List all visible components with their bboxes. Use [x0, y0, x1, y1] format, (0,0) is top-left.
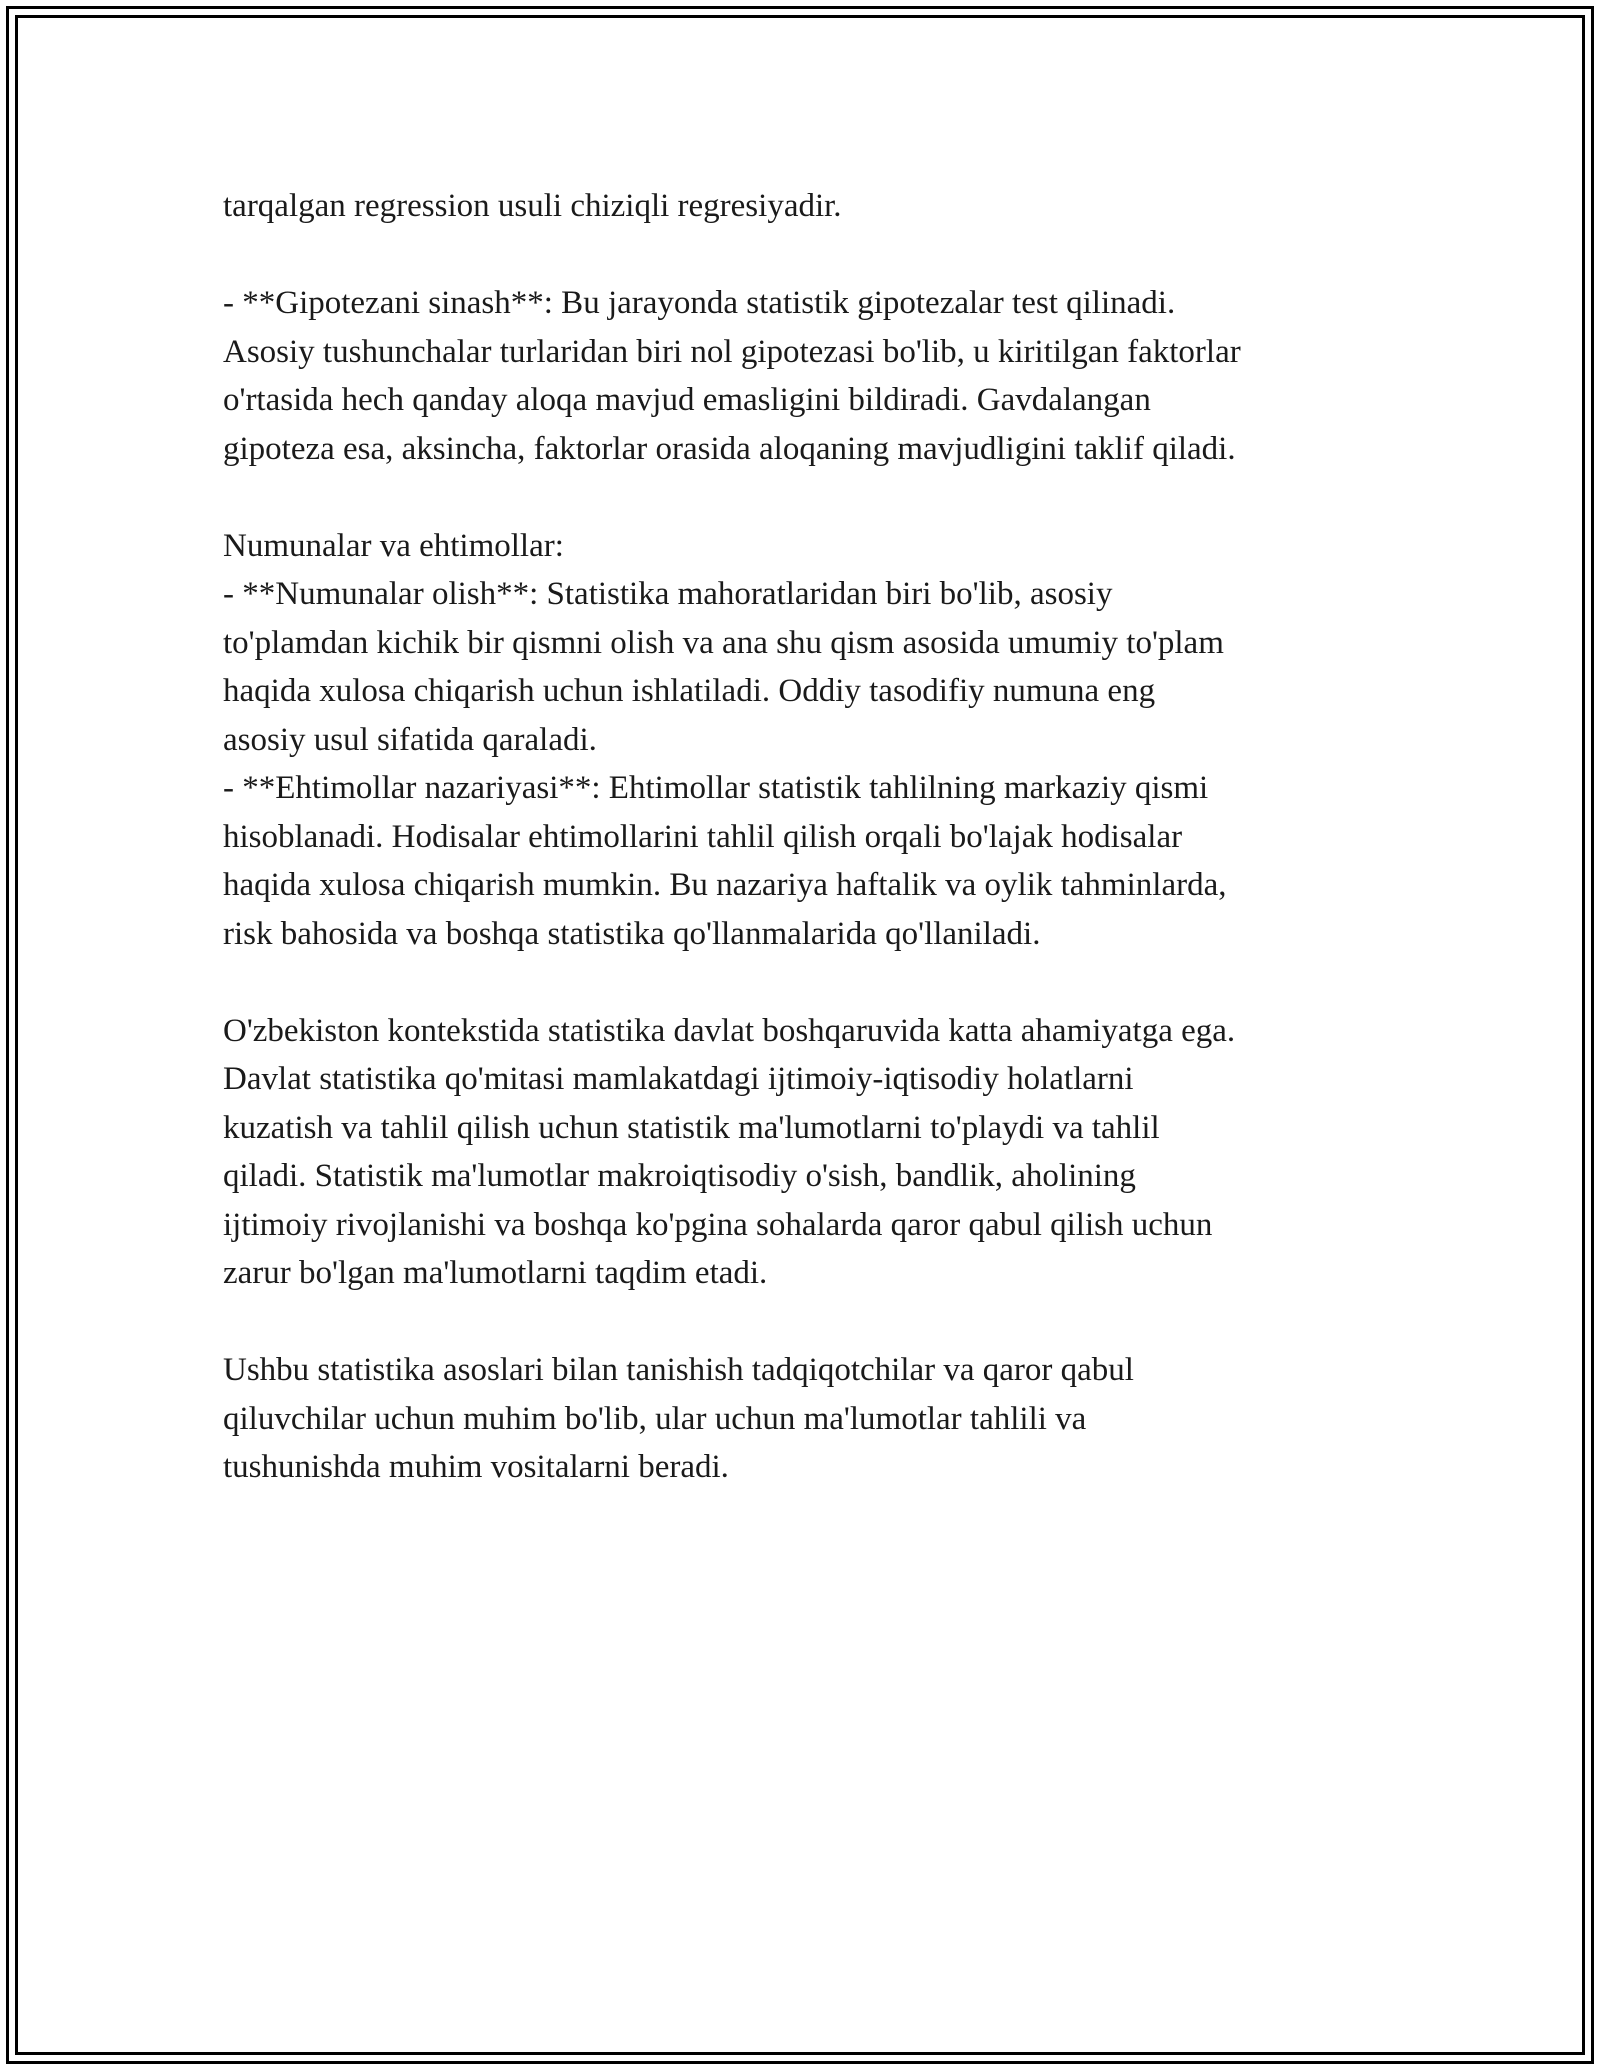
text-line: qiladi. Statistik ma'lumotlar makroiqtisodiy o'sish, bandlik, aholining	[223, 1158, 1136, 1194]
text-line: risk bahosida va boshqa statistika qo'llanmalarida qo'llaniladi.	[223, 915, 1041, 952]
text-line: O'zbekiston kontekstida statistika davlat boshqaruvida katta ahamiyatga ega.	[223, 1012, 1236, 1049]
blank-line	[223, 231, 1383, 280]
text-line: - **Ehtimollar nazariyasi**: Ehtimollar statistik tahlilning markaziy qismi	[223, 770, 1209, 806]
text-line: Davlat statistika qo'mitasi mamlakatdagi ijtimoiy-iqtisodiy holatlarni	[223, 1061, 1134, 1097]
section-heading: Numunalar va ehtimollar:	[223, 527, 564, 564]
text-line: haqida xulosa chiqarish mumkin. Bu nazariya haftalik va oylik tahminlarda,	[223, 867, 1227, 903]
text-line: tushunishda muhim vositalarni beradi.	[223, 1449, 729, 1485]
text-line: qiluvchilar uchun muhim bo'lib, ular uchun ma'lumotlar tahlili va	[223, 1400, 1087, 1437]
text-line: - **Gipotezani sinash**: Bu jarayonda statistik gipotezalar test qilinadi.	[223, 285, 1176, 321]
text-line: ijtimoiy rivojlanishi va boshqa ko'pgina sohalarda qaror qabul qilish uchun	[223, 1206, 1213, 1243]
text-line: tarqalgan regression usuli chiziqli regresiyadir.	[223, 188, 842, 224]
blank-line	[223, 473, 1383, 522]
text-line: kuzatish va tahlil qilish uchun statistik ma'lumotlarni to'playdi va tahlil	[223, 1109, 1160, 1146]
text-line: gipoteza esa, aksincha, faktorlar orasida aloqaning mavjudligini taklif qiladi.	[223, 430, 1236, 467]
text-line: zarur bo'lgan ma'lumotlarni taqdim etadi.	[223, 1255, 768, 1291]
document-body	[223, 182, 1383, 1492]
blank-line	[223, 958, 1383, 1007]
text-line: haqida xulosa chiqarish uchun ishlatiladi. Oddiy tasodifiy numuna eng	[223, 673, 1156, 709]
text-line: Ushbu statistika asoslari bilan tanishish tadqiqotchilar va qaror qabul	[223, 1352, 1134, 1388]
text-line: - **Numunalar olish**: Statistika mahoratlaridan biri bo'lib, asosiy	[223, 576, 1113, 612]
text-line: to'plamdan kichik bir qismni olish va ana shu qism asosida umumiy to'plam	[223, 624, 1224, 661]
text-line: Asosiy tushunchalar turlaridan biri nol gipotezasi bo'lib, u kiritilgan faktorlar	[223, 333, 1241, 370]
text-line: hisoblanadi. Hodisalar ehtimollarini tahlil qilish orqali bo'lajak hodisalar	[223, 818, 1183, 855]
text-line: asosiy usul sifatida qaraladi.	[223, 721, 597, 758]
blank-line	[223, 1298, 1383, 1347]
text-line: o'rtasida hech qanday aloqa mavjud emasligini bildiradi. Gavdalangan	[223, 382, 1151, 418]
